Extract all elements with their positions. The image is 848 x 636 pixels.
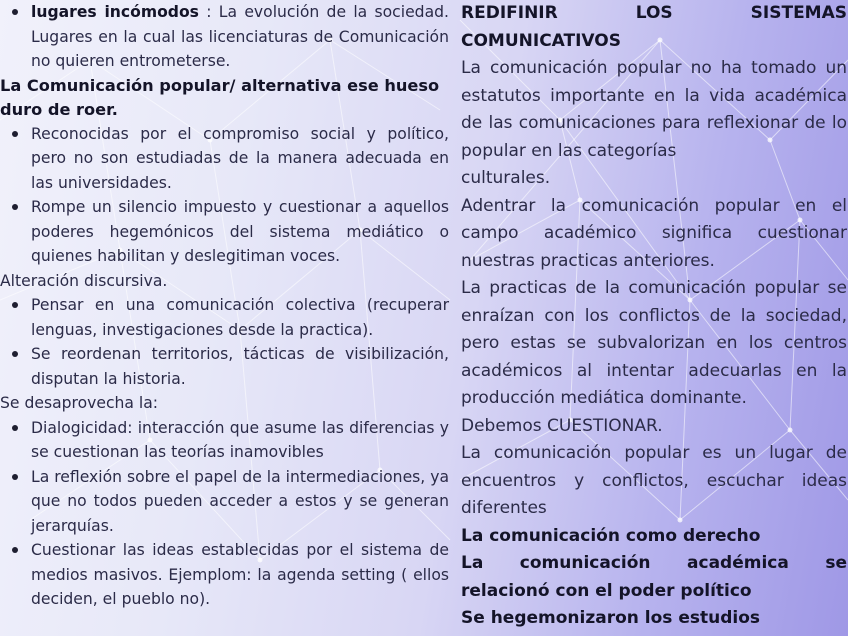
paragraph: La comunicación popular es un lugar de encuentros y conflictos, escuchar ideas diferentes: [461, 443, 847, 518]
title-word: LOS: [635, 3, 673, 23]
list-item: Pensar en una comunicación colectiva (recuperar lenguas, investigaciones desde la practica).: [0, 293, 449, 342]
list-popular: [0, 122, 449, 269]
bold-statement-line2: relacionó con el poder político: [461, 580, 752, 601]
list-item: La reflexión sobre el papel de la intermediaciones, ya que no todos pueden acceder a estos y se generan jerarquías.: [0, 465, 449, 539]
section-title-line2: COMUNICATIVOS: [461, 30, 621, 51]
bold-statement: La comunicación como derecho: [461, 525, 761, 546]
list-item: Rompe un silencio impuesto y cuestionar a aquellos poderes hegemónicos del sistema mediático o quienes habilitan y deslegitiman voces.: [0, 195, 449, 269]
list-item: Reconocidas por el compromiso social y político, pero no son estudiadas de la manera adecuada en las universidades.: [0, 122, 449, 196]
paragraph: Debemos CUESTIONAR.: [461, 415, 663, 436]
section-heading: Alteración discursiva.: [0, 271, 168, 290]
statement-word: comunicación: [519, 553, 651, 573]
statement-word: La: [461, 553, 484, 573]
paragraph: La practicas de la comunicación popular se enraízan con los conflictos de la sociedad, pero estas se subvalorizan en los centros académicos al intentar adecuarlas en la producción mediática dominante.: [461, 278, 847, 408]
bold-statement-line1: [461, 550, 847, 578]
list-desaprovecha: [0, 416, 449, 612]
statement-word: se: [825, 553, 847, 573]
statement-word: académica: [687, 553, 789, 573]
list-intro: [0, 0, 449, 74]
section-title: [461, 0, 847, 28]
title-word: REDIFINIR: [461, 3, 558, 23]
right-column: [461, 0, 847, 633]
bold-term: lugares incómodos: [31, 3, 199, 21]
title-word: SISTEMAS: [750, 3, 847, 23]
bold-statement: Se hegemonizaron los estudios: [461, 608, 761, 628]
item-text: : La evolución de la sociedad. Lugares en la cual las licenciaturas de Comunicación no quieren entrometerse.: [31, 3, 449, 70]
list-item: Dialogicidad: interacción que asume las diferencias y se cuestionan las teorías inamovibles: [0, 416, 449, 465]
paragraph: Adentrar la comunicación popular en el campo académico significa cuestionar nuestras practicas anteriores.: [461, 195, 847, 271]
list-item: [0, 0, 449, 74]
list-item: Se reordenan territorios, tácticas de visibilización, disputan la historia.: [0, 342, 449, 391]
paragraph-end: culturales.: [461, 168, 551, 188]
paragraph: La comunicación popular no ha tomado un estatutos importante en la vida académica de las comunicaciones para reflexionar de lo popular en las categorías: [461, 58, 847, 161]
list-alteracion: [0, 293, 449, 391]
section-heading: La Comunicación popular/ alternativa ese hueso duro de roer.: [0, 75, 440, 119]
list-item: Cuestionar las ideas establecidas por el sistema de medios masivos. Ejemplom: la agenda setting ( ellos deciden, el pueblo no).: [0, 538, 449, 612]
section-heading: Se desaprovecha la:: [0, 394, 159, 412]
